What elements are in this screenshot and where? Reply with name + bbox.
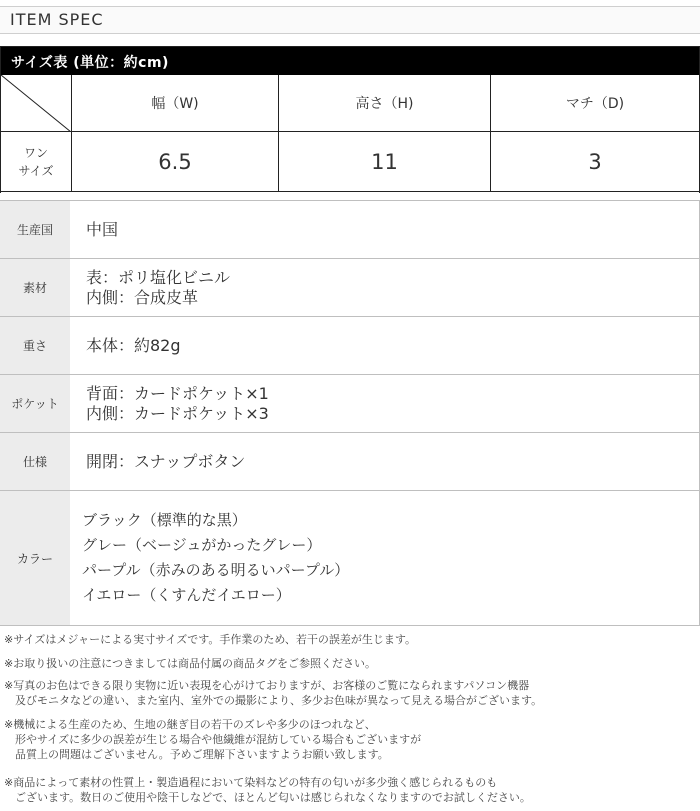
spec-row-material <box>0 259 700 317</box>
spec-label: 仕様 <box>0 433 70 490</box>
spec-value: 表：ポリ塩化ビニル 内側：合成皮革 <box>86 267 231 307</box>
value-height: 11 <box>278 132 490 191</box>
section-header <box>0 6 700 34</box>
spec-label: 素材 <box>0 259 70 316</box>
spec-value: 背面：カードポケット×1 内側：カードポケット×3 <box>86 383 269 423</box>
spec-label: ポケット <box>0 375 70 432</box>
value-depth: 3 <box>490 132 699 191</box>
value-width: 6.5 <box>71 132 278 191</box>
spec-value: 開閉：スナップボタン <box>86 451 246 471</box>
color-item: ブラック（標準的な黒） <box>82 511 247 529</box>
size-table-caption: サイズ表 (単位：約cm) <box>1 47 699 75</box>
note: ※商品によって素材の性質上・製造過程において染料などの特有の匂いが多少強く感じられるものも ございます。数日のご使用や陰干しなどで、ほとんど匂いは感じられなくなりますのでお試しください。 <box>4 776 531 804</box>
size-table-value-row <box>1 132 699 192</box>
spec-row-pocket <box>0 375 700 433</box>
section-title: ITEM SPEC <box>10 10 104 29</box>
size-table <box>0 46 700 193</box>
note: ※写真のお色はできる限り実物に近い表現を心がけておりますが、お客様のご覧になられますパソコン機器 及びモニタなどの違い、また室内、室外での撮影により、多少お色味が異なって見える場合がございます。 <box>4 679 543 707</box>
color-item: グレー（ベージュがかったグレー） <box>82 536 322 554</box>
spec-value: 中国 <box>86 219 119 239</box>
spec-value: 本体：約82g <box>86 335 181 355</box>
size-table-header-row <box>1 75 699 132</box>
spec-row-closure <box>0 433 700 491</box>
spec-label: 生産国 <box>0 201 70 258</box>
corner-cell <box>1 75 71 131</box>
spec-row-weight <box>0 317 700 375</box>
spec-row-color <box>0 491 700 626</box>
color-item: パープル（赤みのある明るいパープル） <box>82 561 350 579</box>
spec-label: カラー <box>0 491 70 625</box>
note: ※サイズはメジャーによる実寸サイズです。手作業のため、若干の誤差が生じます。 <box>4 633 417 646</box>
row-label-one-size: ワン サイズ <box>18 145 54 178</box>
spec-table <box>0 200 700 625</box>
note: ※お取り扱いの注意につきましては商品付属の商品タグをご参照ください。 <box>4 657 376 670</box>
column-header-width: 幅（W) <box>71 75 278 131</box>
spec-value-colors <box>82 491 349 625</box>
column-header-height: 高さ（H) <box>278 75 490 131</box>
note: ※機械による生産のため、生地の継ぎ目の若干のズレや多少のほつれなど、 形やサイズに多少の誤差が生じる場合や他繊維が混紡している場合もございますが 品質上の問題はございません。予めご理解下さいますようお願い致します。 <box>4 718 422 761</box>
diagonal-line-icon <box>1 75 71 132</box>
spec-row-origin <box>0 201 700 259</box>
spec-label: 重さ <box>0 317 70 374</box>
column-header-depth: マチ（D) <box>490 75 699 131</box>
color-item: イエロー（くすんだイエロー） <box>82 586 291 604</box>
